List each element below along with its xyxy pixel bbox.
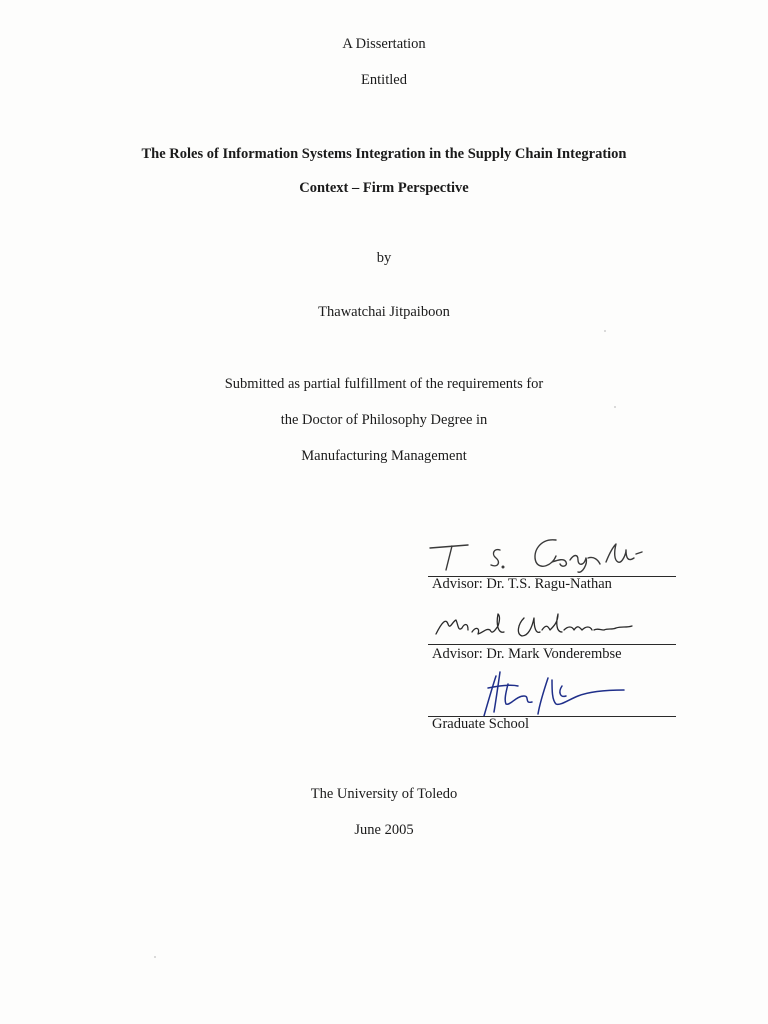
title-line-2: Context – Firm Perspective: [299, 180, 469, 196]
handwritten-signature-2: [428, 604, 678, 648]
submission-line-1: Submitted as partial fulfillment of the requirements for: [224, 376, 544, 392]
handwritten-signature-3: [428, 666, 678, 718]
author-name: Thawatchai Jitpaiboon: [318, 304, 450, 320]
graduate-school-label: Graduate School: [432, 716, 530, 732]
submission-date: June 2005: [354, 822, 414, 838]
by-label: by: [376, 250, 392, 266]
submission-line-2: the Doctor of Philosophy Degree in: [280, 412, 488, 428]
title-line-1: The Roles of Information Systems Integration in the Supply Chain Integration: [141, 146, 627, 162]
signature-block-advisor-2: [428, 604, 678, 668]
paper-speck: [154, 956, 156, 958]
signature-line-2: [428, 644, 676, 645]
dissertation-label: A Dissertation: [342, 36, 426, 52]
handwritten-signature-1: [428, 532, 678, 578]
advisor-1-label: Advisor: Dr. T.S. Ragu-Nathan: [432, 576, 612, 592]
signature-block-advisor-1: [428, 532, 678, 596]
paper-speck: [614, 406, 616, 408]
signature-block-graduate-school: [428, 666, 678, 738]
university-name: The University of Toledo: [310, 786, 458, 802]
advisor-2-label: Advisor: Dr. Mark Vonderembse: [432, 646, 622, 662]
submission-line-3: Manufacturing Management: [301, 448, 467, 464]
entitled-label: Entitled: [361, 72, 407, 88]
paper-speck: [604, 330, 606, 332]
